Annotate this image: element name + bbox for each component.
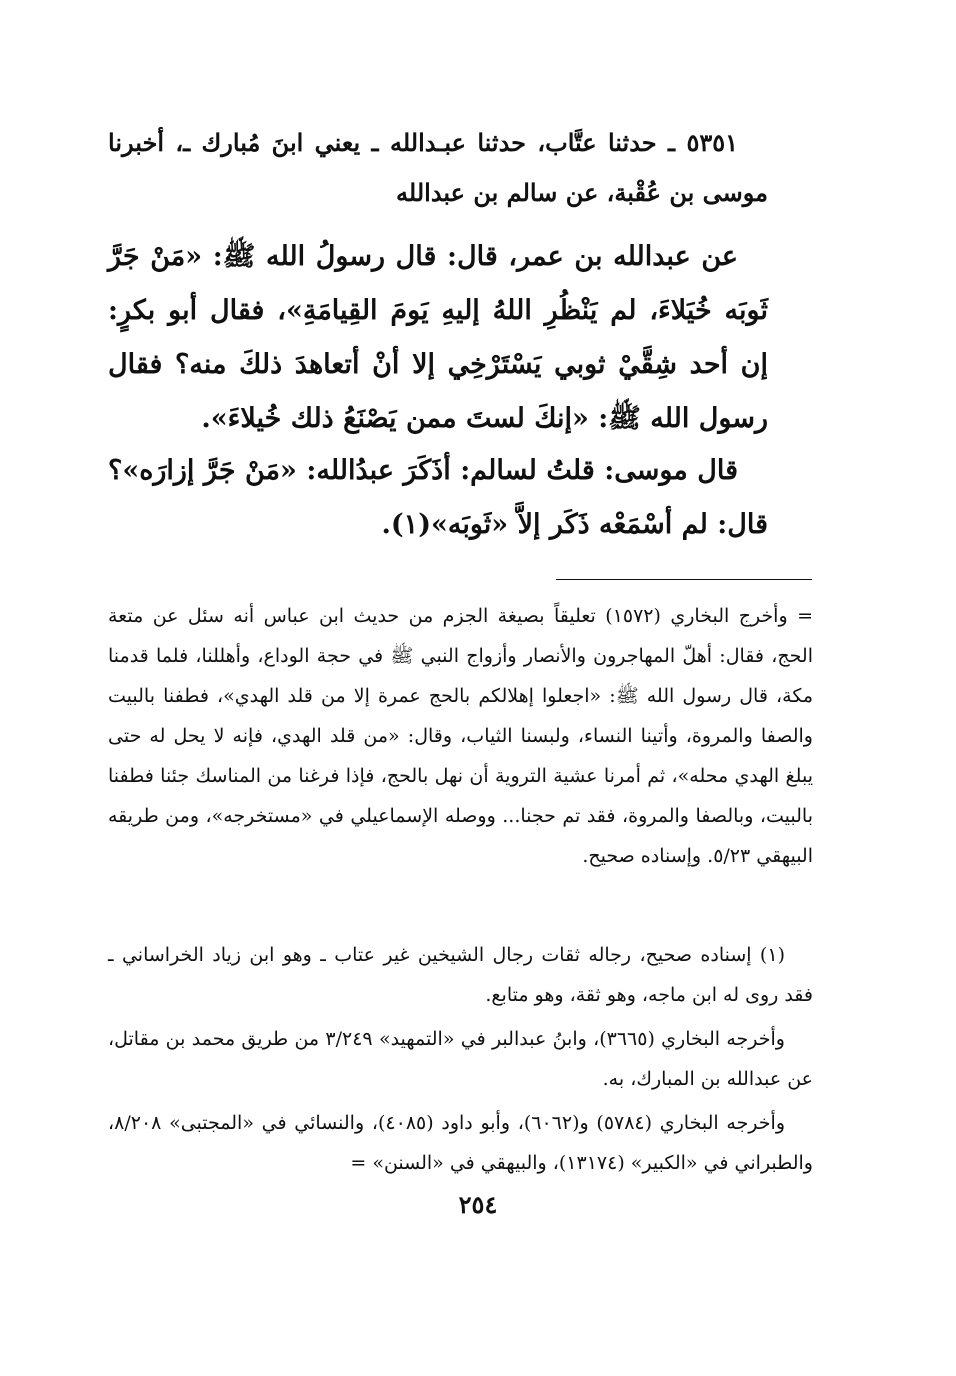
footnote-one [108, 935, 813, 1187]
hadith-note-text: قال موسى: قلتُ لسالم: أذَكَرَ عبدُالله: «مَنْ جَرَّ إزارَه»؟ قال: لم أسْمَعْه ذَكَر إلاَّ «ثَوبَه»(١). [108, 455, 768, 540]
hadith-chain-text: ٥٣٥١ ـ حدثنا عتَّاب، حدثنا عبـدالله ـ يعني ابنَ مُبارك ـ، أخبرنا موسى بن عُقْبة، عن سالم بن عبدالله [108, 128, 768, 207]
hadith-chain [108, 118, 768, 218]
footnote-divider [556, 579, 812, 580]
hadith-body [108, 230, 768, 446]
footnote-continued [108, 596, 813, 876]
page-number: ٢٥٤ [458, 1190, 498, 1219]
footnote-one-paragraph-1: (١) إسناده صحيح، رجاله ثقات رجال الشيخين غير عتاب ـ وهو ابن زياد الخراساني ـ فقد روى له ابن ماجه، وهو ثقة، وهو متابع. [108, 944, 813, 1006]
footnote-one-paragraph-3: وأخرجه البخاري (٥٧٨٤) و(٦٠٦٢)، وأبو داود (٤٠٨٥)، والنسائي في «المجتبى» ٨/٢٠٨، والطبراني في «الكبير» (١٣١٧٤)، والبيهقي في «السنن» = [108, 1112, 813, 1174]
hadith-note [108, 444, 768, 552]
footnote-continued-text: = وأخرج البخاري (١٥٧٢) تعليقاً بصيغة الجزم من حديث ابن عباس أنه سئل عن متعة الحج، فقال: أهلّ المهاجرون والأنصار وأزواج النبي ﷺ في حجة الوداع، وأهللنا، فلما قدمنا مكة، قال رسول الله ﷺ: «اجعلوا إهلالكم بالحج عمرة إلا من قلد الهدي»، فطفنا بالبيت والصفا والمروة، وأتينا النساء، ولبسنا الثياب، وقال: «من قلد الهدي، فإنه لا يحل له حتى يبلغ الهدي محله»، ثم أمرنا عشية التروية أن نهل بالحج، فإذا فرغنا من المناسك جئنا فطفنا بالبيت، وبالصفا والمروة، فقد تم حجنا... ووصله الإسماعيلي في «مستخرجه»، ومن طريقه البيهقي ٥/٢٣. وإسناده صحيح. [108, 605, 813, 867]
footnote-one-paragraph-2: وأخرجه البخاري (٣٦٦٥)، وابنُ عبدالبر في «التمهيد» ٣/٢٤٩ من طريق محمد بن مقاتل، عن عبدالله بن المبارك، به. [108, 1028, 813, 1090]
hadith-body-text: عن عبدالله بن عمر، قال: قال رسولُ الله ﷺ: «مَنْ جَرَّ ثَوبَه خُيَلاءَ، لم يَنْظُرِ اللهُ إليهِ يَومَ القِيامَةِ»، فقال أبو بكرٍ: إن أحد شِقَّيْ ثوبي يَسْتَرْخِي إلا أنْ أتعاهدَ ذلكَ منه؟ فقال رسول الله ﷺ: «إنكَ لستَ ممن يَصْنَعُ ذلك خُيلاءَ». [108, 241, 768, 434]
